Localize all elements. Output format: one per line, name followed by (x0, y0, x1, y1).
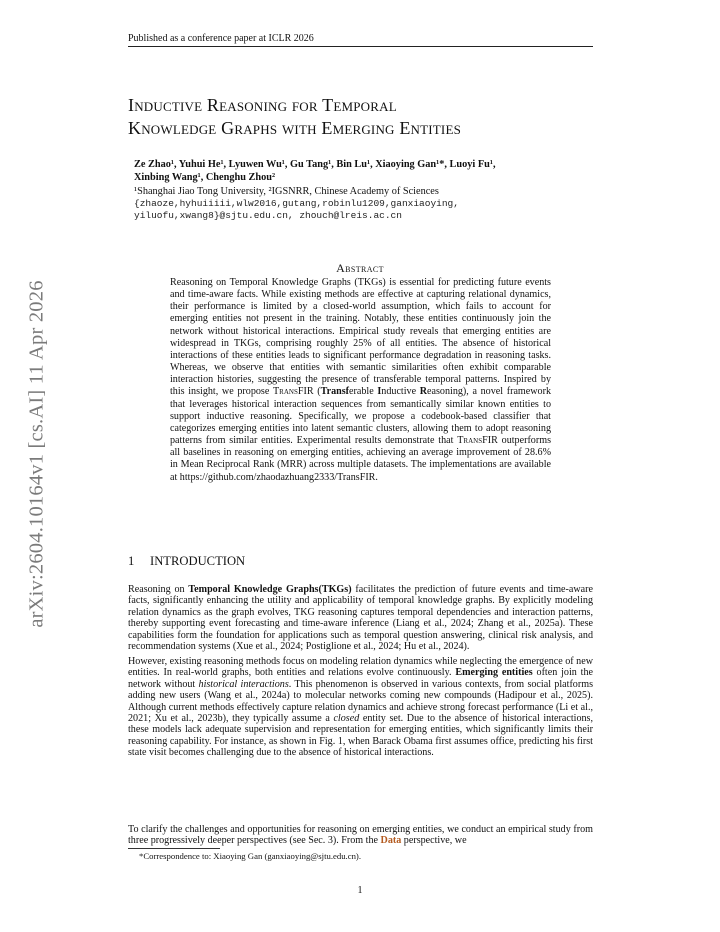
authors-line-1: Ze Zhao¹, Yuhui He¹, Lyuwen Wu¹, Gu Tang¹, Bin Lu¹, Xiaoying Gan¹*, Luoyi Fu¹, (134, 159, 496, 170)
data-perspective-link[interactable]: Data (380, 835, 402, 847)
p1-bold: Temporal Knowledge Graphs(TKGs) (188, 584, 352, 595)
arxiv-stamp: arXiv:2604.10164v1 [cs.AI] 11 Apr 2026 (25, 280, 48, 628)
footnote: *Correspondence to: Xiaoying Gan (ganxiaoying@sjtu.edu.cn). (139, 851, 361, 861)
p1-text-a: Reasoning on (128, 584, 189, 595)
intro-paragraph-2 (128, 656, 593, 759)
p3-text-a: To clarify the challenges and opportunities for reasoning on emerging entities, we conduct an empirical study from three progressively deeper perspectives (see Sec. 3). From the (128, 824, 593, 847)
p2-bold: Emerging entities (455, 667, 533, 679)
email-line-1: {zhaoze,hyhuiiiii,wlw2016,gutang,robinlu1209,ganxiaoying, (134, 198, 459, 209)
authors-line-2: Xinbing Wang¹, Chenghu Zhou² (134, 172, 276, 183)
page-number: 1 (357, 885, 363, 896)
author-emails (134, 198, 594, 222)
intro-paragraph-1 (128, 584, 593, 652)
paper-title (128, 94, 598, 140)
intro-paragraph-3 (128, 824, 593, 847)
acronym-text-1: erable (349, 386, 378, 398)
header-rule (128, 46, 593, 47)
p2-text-b: often join the network without (128, 667, 593, 690)
p2-italic: historical interactions (198, 678, 289, 690)
footnote-rule (128, 848, 220, 849)
p3-text-b: perspective, we (401, 835, 467, 847)
running-header: Published as a conference paper at ICLR 2026 (128, 33, 314, 44)
p1-text-b: facilitates the prediction of future events and time-aware facts, significantly enhancing the utility and applicability of temporal knowledge graphs. By explicitly modeling relation dynamics as the graph evolves, TKG reasoning captures temporal dependencies and interaction patterns, thereby supporting event forecasting and time-aware inference (Liang et al., 2024; Zhang et al., 2025a). These capabilities form the foundation for applications such as temporal question answering, clinical risk analysis, and recommendation systems (Xue et al., 2024; Postiglione et al., 2024; Hu et al., 2024). (128, 584, 593, 653)
abstract-paren: ( (313, 386, 321, 398)
acronym-i: I (377, 386, 382, 398)
abstract-text-3: outperforms all baselines in reasoning on emerging entities, achieving an average improvement of 28.6% in Mean Reciprocal Rank (MRR) across multiple datasets. The implementations are available at https://github.com/zhaodazhuang2333/TransFIR. (170, 435, 551, 483)
section-number: 1 (128, 554, 135, 568)
title-line-2: Knowledge Graphs with Emerging Entities (128, 118, 462, 138)
abstract-body (170, 277, 551, 484)
section-title: INTRODUCTION (150, 554, 246, 568)
acronym-r: R (419, 386, 428, 398)
p2-italic-2: closed (333, 713, 360, 725)
affiliations: ¹Shanghai Jiao Tong University, ²IGSNRR, Chinese Academy of Sciences (134, 186, 439, 197)
method-name-2: TransFIR (457, 435, 498, 447)
abstract-text-2: easoning), a novel framework that leverages historical interaction sequences from semantically similar known entities to support inductive reasoning. Specifically, we propose a codebook-based classifier that categorizes emerging entities into latent semantic clusters, allowing them to adopt reasoning patterns from similar entities. Experimental results demonstrate that (170, 386, 551, 447)
section-heading (128, 554, 245, 569)
title-line-1: Inductive Reasoning for Temporal (128, 95, 397, 115)
acronym-transf: Transf (320, 386, 350, 398)
p2-text-d: entity set. Due to the absence of historical interactions, these models lack adequate supervision and representation for emerging entities, which significantly limits their reasoning capability. For instance, as shown in Fig. 1, when Barack Obama first assumes office, predicting his first state visit becomes challenging due to the absence of historical interactions. (128, 713, 593, 759)
method-name: TransFIR (273, 386, 314, 398)
p2-text-a: However, existing reasoning methods focus on modeling relation dynamics while neglecting the emergence of new entities. In real-world graphs, both entities and relations evolve continuously. (128, 656, 593, 679)
email-line-2: yiluofu,xwang8}@sjtu.edu.cn, zhouch@lreis.ac.cn (134, 210, 402, 221)
p2-text-c: . This phenomenon is observed in various contexts, from social platforms adding new users (Wang et al., 2024a) to molecular networks coming new compounds (Hadipour et al., 2025). Although current methods effectively capture relation dynamics and achieve strong forecast performance (Li et al., 2021; Xu et al., 2023b), they typically assume a (128, 678, 593, 725)
abstract-heading: Abstract (336, 261, 384, 275)
author-list (134, 158, 594, 184)
abstract-text-1: Reasoning on Temporal Knowledge Graphs (TKGs) is essential for predicting future events and time-aware facts. While existing methods are effective at capturing relational dynamics, their performance is limited by a closed-world assumption, which fails to account for emerging entities not present in the training. Notably, these entities continuously join the network without historical interactions. Empirical study reveals that emerging entities are widespread in TKGs, comprising roughly 25% of all entities. The absence of historical interactions of these entities leads to significant performance degradation in reasoning tasks. Whereas, we observe that entities with semantic similarities often exhibit comparable interaction histories, suggesting the presence of transferable temporal patterns. Inspired by this insight, we propose (170, 277, 551, 398)
arxiv-sidebar (22, 268, 52, 640)
acronym-text-2: nductive (381, 386, 420, 398)
